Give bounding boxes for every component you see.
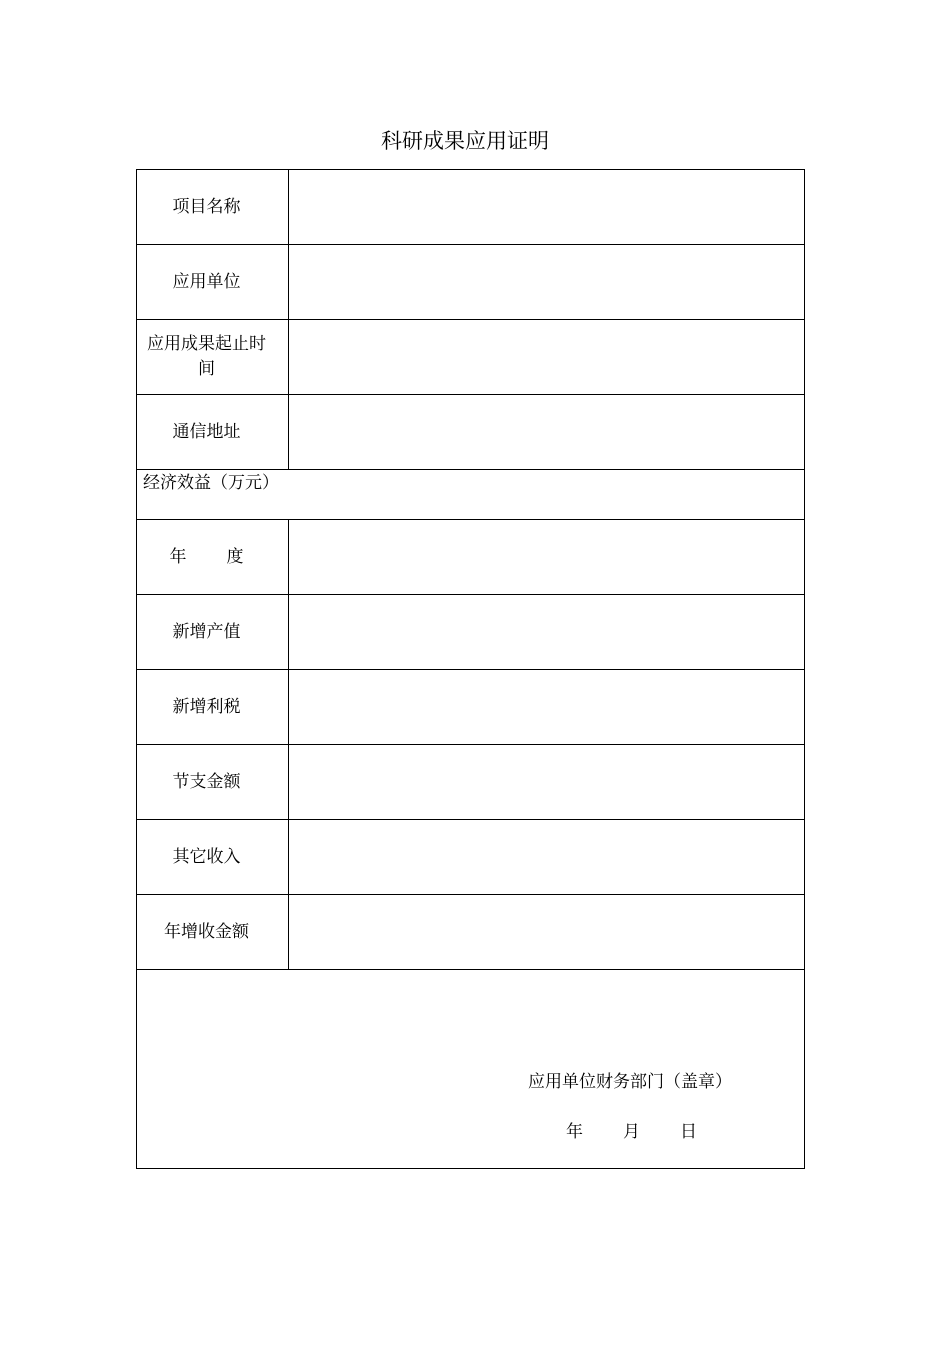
row-new-profit-tax bbox=[137, 670, 805, 745]
field-new-profit-tax[interactable] bbox=[289, 670, 805, 745]
field-other-income[interactable] bbox=[289, 820, 805, 895]
signature-year: 年 bbox=[566, 1122, 583, 1142]
field-year[interactable] bbox=[289, 520, 805, 595]
field-savings[interactable] bbox=[289, 745, 805, 820]
signature-date bbox=[566, 1120, 697, 1145]
row-other-income bbox=[137, 820, 805, 895]
signature-department: 应用单位财务部门（盖章） bbox=[528, 1072, 732, 1092]
row-year bbox=[137, 520, 805, 595]
row-economic-benefit bbox=[137, 470, 805, 520]
row-annual-income bbox=[137, 895, 805, 970]
field-project-name[interactable] bbox=[289, 170, 805, 245]
label-address: 通信地址 bbox=[137, 395, 289, 470]
signature-day: 日 bbox=[680, 1122, 697, 1142]
field-address[interactable] bbox=[289, 395, 805, 470]
field-annual-income[interactable] bbox=[289, 895, 805, 970]
field-new-output[interactable] bbox=[289, 595, 805, 670]
label-new-profit-tax: 新增利税 bbox=[137, 670, 289, 745]
signature-area[interactable] bbox=[137, 970, 805, 1169]
label-year-char1: 年 bbox=[169, 546, 187, 567]
row-application-period bbox=[137, 320, 805, 395]
field-application-period[interactable] bbox=[289, 320, 805, 395]
row-address bbox=[137, 395, 805, 470]
label-application-unit: 应用单位 bbox=[137, 245, 289, 320]
row-project-name bbox=[137, 170, 805, 245]
label-application-period-line2: 间 bbox=[198, 359, 215, 379]
label-other-income: 其它收入 bbox=[137, 820, 289, 895]
field-application-unit[interactable] bbox=[289, 245, 805, 320]
label-savings: 节支金额 bbox=[137, 745, 289, 820]
label-application-period bbox=[137, 320, 289, 395]
row-application-unit bbox=[137, 245, 805, 320]
label-annual-income: 年增收金额 bbox=[137, 895, 289, 970]
row-new-output bbox=[137, 595, 805, 670]
signature-month: 月 bbox=[623, 1122, 640, 1142]
label-new-output: 新增产值 bbox=[137, 595, 289, 670]
certificate-form-table bbox=[136, 169, 805, 1169]
section-economic-benefit: 经济效益（万元） bbox=[137, 470, 805, 520]
label-year bbox=[137, 520, 289, 595]
label-project-name: 项目名称 bbox=[137, 170, 289, 245]
row-savings bbox=[137, 745, 805, 820]
document-title: 科研成果应用证明 bbox=[381, 129, 549, 153]
label-year-char2: 度 bbox=[226, 546, 244, 567]
label-application-period-line1: 应用成果起止时 bbox=[147, 334, 266, 354]
row-signature bbox=[137, 970, 805, 1169]
